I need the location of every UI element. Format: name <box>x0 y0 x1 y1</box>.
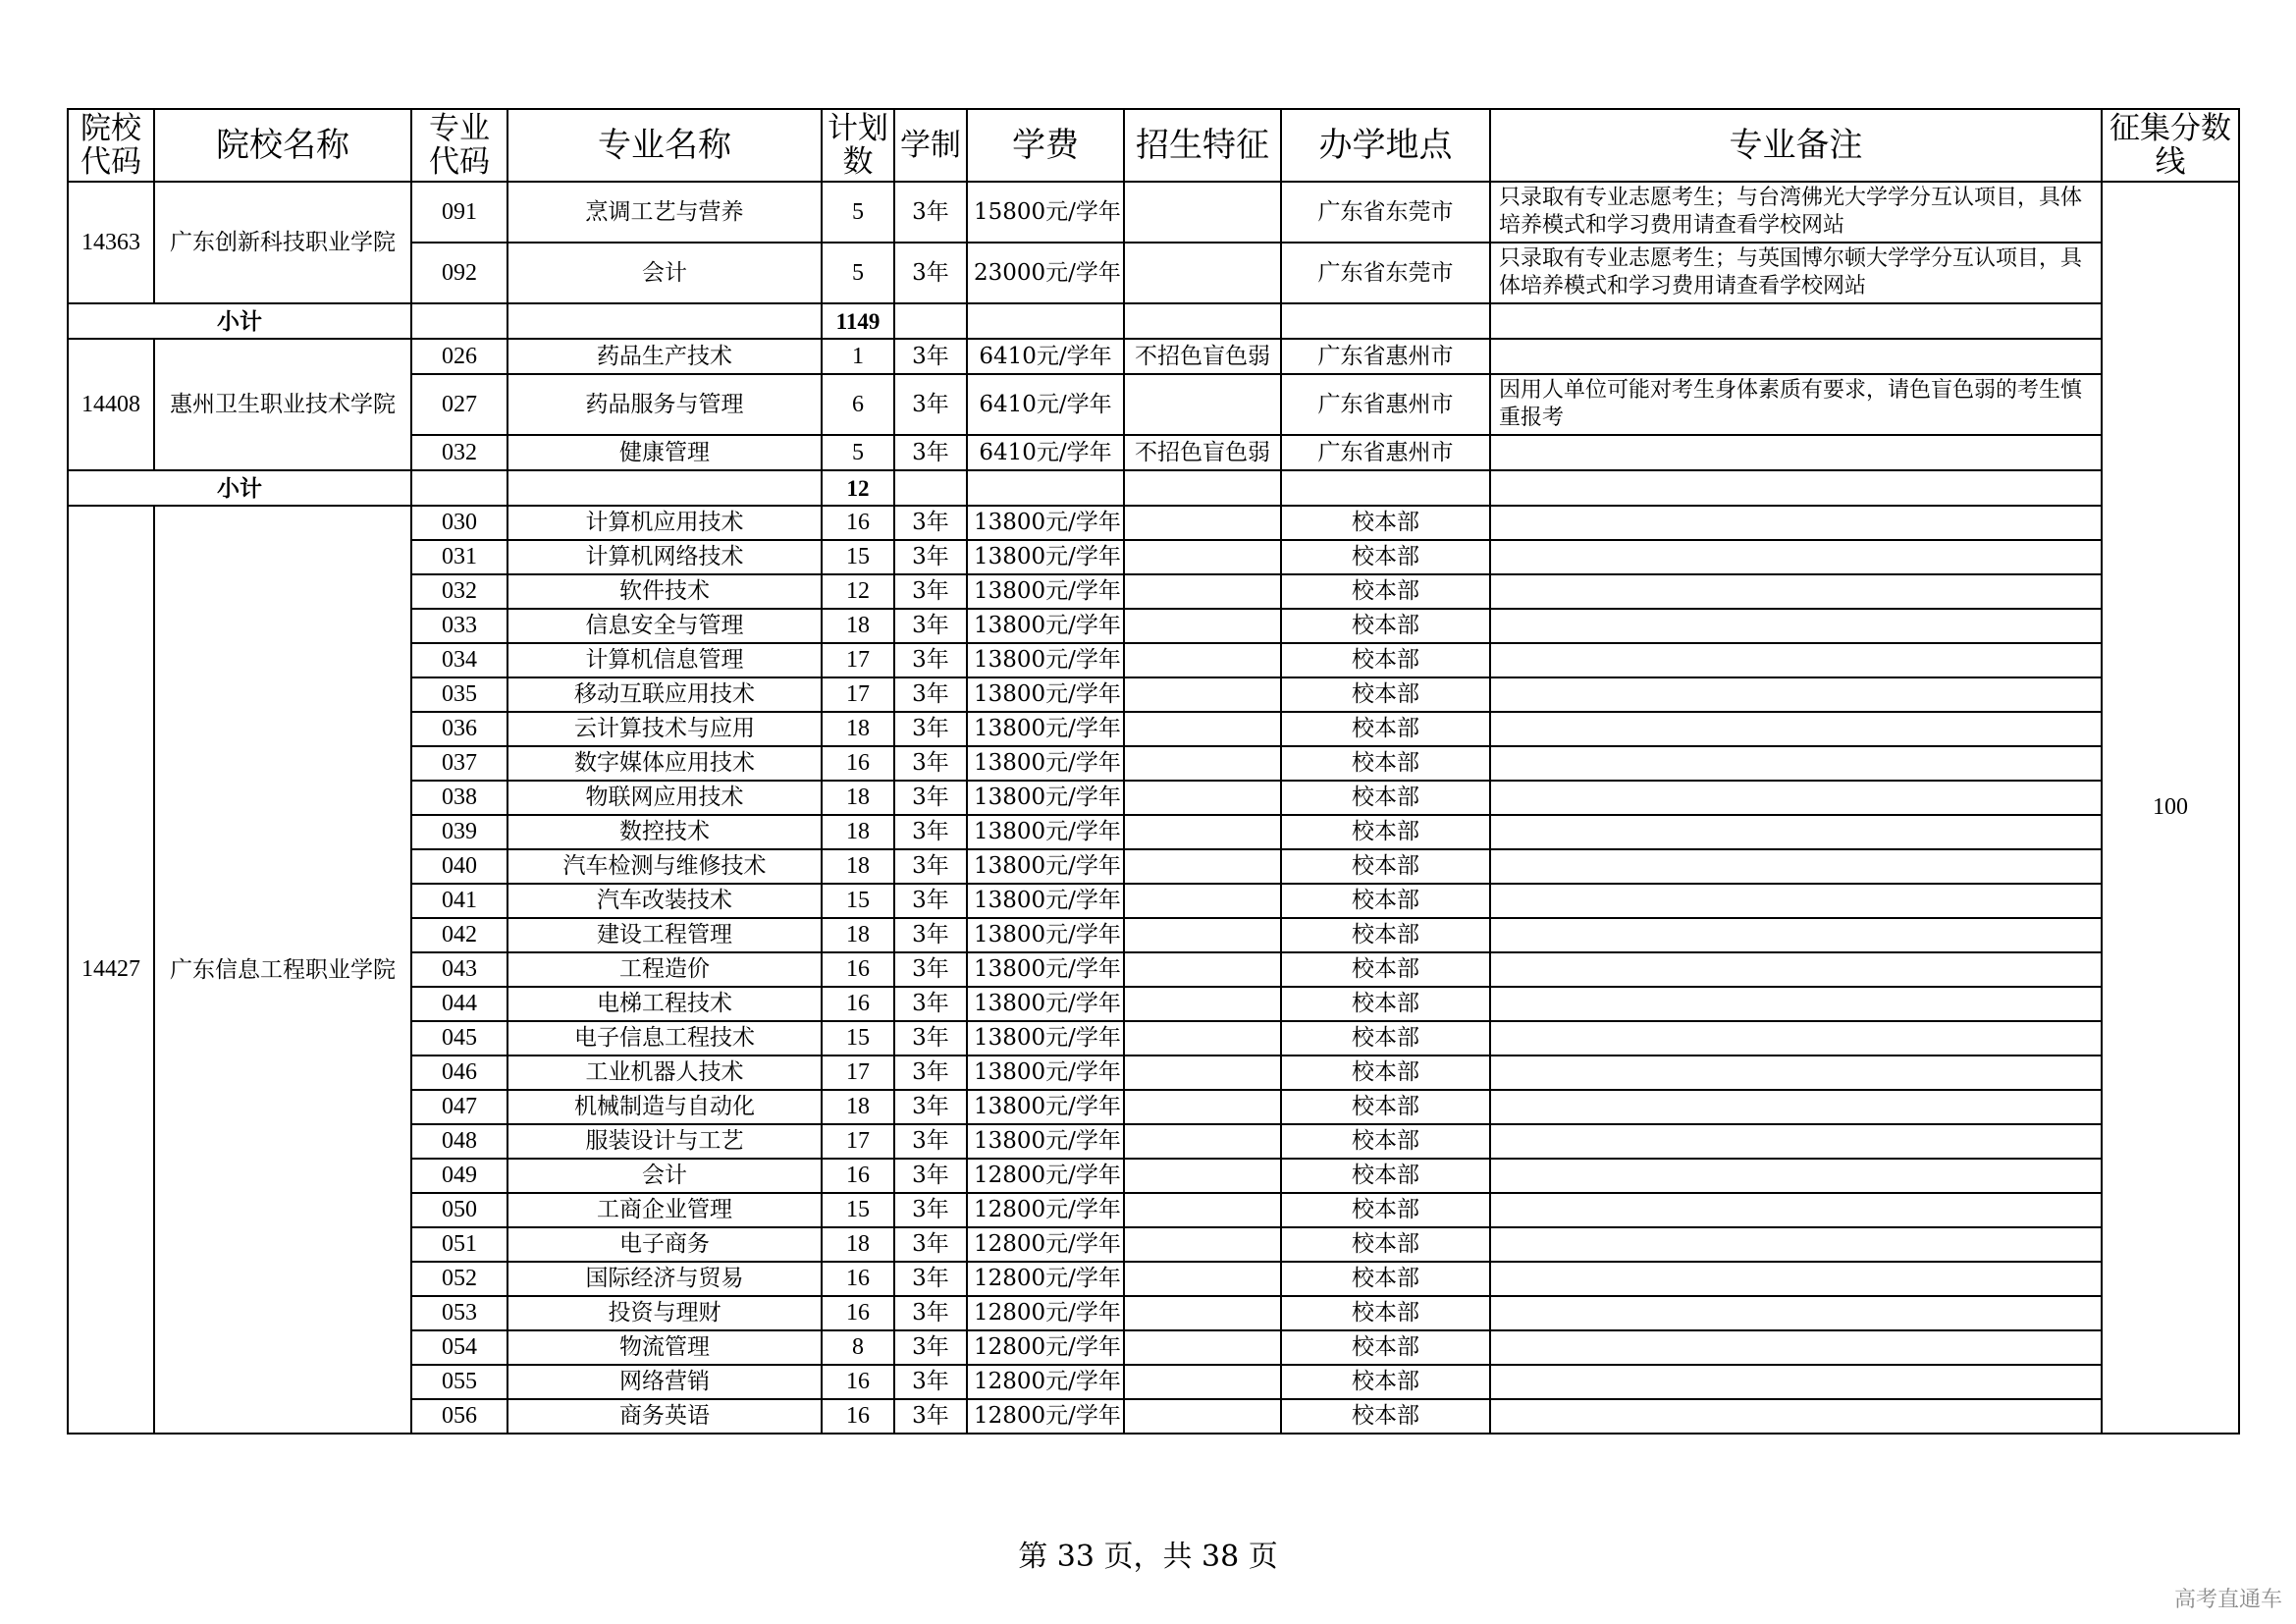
major-fee: 13800元/学年 <box>967 540 1124 574</box>
major-note <box>1490 540 2102 574</box>
major-fee: 13800元/学年 <box>967 1124 1124 1159</box>
table-body <box>68 182 2239 1434</box>
major-fee: 12800元/学年 <box>967 1193 1124 1227</box>
major-name: 云计算技术与应用 <box>507 712 822 746</box>
major-code: 034 <box>411 643 507 677</box>
major-years: 3年 <box>894 952 967 987</box>
school-code: 14363 <box>68 182 154 303</box>
major-plan: 17 <box>822 1124 894 1159</box>
major-name: 计算机应用技术 <box>507 506 822 540</box>
subtotal-value: 1149 <box>822 303 894 339</box>
header-school-code: 院校代码 <box>68 109 154 182</box>
major-name: 物联网应用技术 <box>507 781 822 815</box>
major-feature <box>1124 1227 1281 1262</box>
major-plan: 6 <box>822 374 894 435</box>
major-plan: 17 <box>822 643 894 677</box>
major-feature <box>1124 918 1281 952</box>
cutoff-score: 100 <box>2102 182 2239 1434</box>
major-note <box>1490 1090 2102 1124</box>
subtotal-value: 12 <box>822 470 894 506</box>
major-feature <box>1124 574 1281 609</box>
major-years: 3年 <box>894 540 967 574</box>
major-name: 投资与理财 <box>507 1296 822 1330</box>
major-feature <box>1124 1193 1281 1227</box>
major-fee: 13800元/学年 <box>967 643 1124 677</box>
major-location: 校本部 <box>1281 574 1490 609</box>
major-name: 电梯工程技术 <box>507 987 822 1021</box>
header-years: 学制 <box>894 109 967 182</box>
major-fee: 13800元/学年 <box>967 1021 1124 1056</box>
header-fee: 学费 <box>967 109 1124 182</box>
major-note <box>1490 1365 2102 1399</box>
major-plan: 15 <box>822 884 894 918</box>
major-plan: 12 <box>822 574 894 609</box>
header-cutoff: 征集分数线 <box>2102 109 2239 182</box>
major-note <box>1490 1399 2102 1434</box>
major-location: 广东省惠州市 <box>1281 374 1490 435</box>
major-feature <box>1124 884 1281 918</box>
major-code: 032 <box>411 435 507 470</box>
major-plan: 17 <box>822 1056 894 1090</box>
major-code: 045 <box>411 1021 507 1056</box>
major-code: 026 <box>411 339 507 374</box>
major-feature <box>1124 1124 1281 1159</box>
major-note <box>1490 987 2102 1021</box>
subtotal-row <box>68 303 2239 339</box>
major-code: 049 <box>411 1159 507 1193</box>
major-plan: 16 <box>822 1296 894 1330</box>
major-feature <box>1124 1056 1281 1090</box>
watermark-text: 高考直通车 <box>2173 1588 2282 1612</box>
major-fee: 12800元/学年 <box>967 1365 1124 1399</box>
major-feature <box>1124 374 1281 435</box>
table-header <box>68 109 2239 182</box>
major-fee: 12800元/学年 <box>967 1330 1124 1365</box>
major-location: 校本部 <box>1281 1262 1490 1296</box>
major-name: 建设工程管理 <box>507 918 822 952</box>
major-years: 3年 <box>894 374 967 435</box>
major-code: 036 <box>411 712 507 746</box>
major-location: 校本部 <box>1281 781 1490 815</box>
major-name: 工业机器人技术 <box>507 1056 822 1090</box>
major-note <box>1490 1056 2102 1090</box>
major-location: 校本部 <box>1281 884 1490 918</box>
school-name: 广东信息工程职业学院 <box>154 506 411 1434</box>
major-feature <box>1124 1399 1281 1434</box>
major-code: 047 <box>411 1090 507 1124</box>
major-code: 056 <box>411 1399 507 1434</box>
major-note <box>1490 884 2102 918</box>
header-major-code: 专业代码 <box>411 109 507 182</box>
major-location: 校本部 <box>1281 1124 1490 1159</box>
major-plan: 1 <box>822 339 894 374</box>
major-note <box>1490 677 2102 712</box>
major-name: 工商企业管理 <box>507 1193 822 1227</box>
major-name: 电子信息工程技术 <box>507 1021 822 1056</box>
major-location: 广东省惠州市 <box>1281 339 1490 374</box>
major-location: 校本部 <box>1281 712 1490 746</box>
major-code: 027 <box>411 374 507 435</box>
major-code: 055 <box>411 1365 507 1399</box>
major-feature <box>1124 1262 1281 1296</box>
major-code: 033 <box>411 609 507 643</box>
major-note <box>1490 1159 2102 1193</box>
major-plan: 5 <box>822 182 894 243</box>
major-note <box>1490 1330 2102 1365</box>
major-feature <box>1124 540 1281 574</box>
major-feature <box>1124 643 1281 677</box>
page-footer: 第 33 页，共 38 页 <box>1018 1540 1278 1574</box>
major-name: 工程造价 <box>507 952 822 987</box>
table-row <box>68 339 2239 374</box>
major-fee: 12800元/学年 <box>967 1296 1124 1330</box>
major-fee: 23000元/学年 <box>967 243 1124 303</box>
major-feature <box>1124 781 1281 815</box>
major-fee: 13800元/学年 <box>967 712 1124 746</box>
major-code: 040 <box>411 849 507 884</box>
school-name: 惠州卫生职业技术学院 <box>154 339 411 470</box>
major-fee: 13800元/学年 <box>967 781 1124 815</box>
major-years: 3年 <box>894 609 967 643</box>
table-row <box>68 506 2239 540</box>
major-code: 050 <box>411 1193 507 1227</box>
school-code: 14427 <box>68 506 154 1434</box>
major-note <box>1490 1296 2102 1330</box>
major-feature <box>1124 1296 1281 1330</box>
major-note: 因用人单位可能对考生身体素质有要求，请色盲色弱的考生慎重报考 <box>1490 374 2102 435</box>
major-feature <box>1124 712 1281 746</box>
major-fee: 12800元/学年 <box>967 1159 1124 1193</box>
major-years: 3年 <box>894 1330 967 1365</box>
major-name: 物流管理 <box>507 1330 822 1365</box>
school-name: 广东创新科技职业学院 <box>154 182 411 303</box>
major-note <box>1490 746 2102 781</box>
header-note: 专业备注 <box>1490 109 2102 182</box>
major-fee: 13800元/学年 <box>967 849 1124 884</box>
major-plan: 15 <box>822 1193 894 1227</box>
major-fee: 13800元/学年 <box>967 884 1124 918</box>
major-years: 3年 <box>894 1365 967 1399</box>
major-note <box>1490 712 2102 746</box>
major-fee: 12800元/学年 <box>967 1262 1124 1296</box>
major-years: 3年 <box>894 815 967 849</box>
major-note <box>1490 918 2102 952</box>
major-plan: 16 <box>822 1365 894 1399</box>
major-fee: 13800元/学年 <box>967 1090 1124 1124</box>
major-feature <box>1124 849 1281 884</box>
major-years: 3年 <box>894 506 967 540</box>
major-name: 烹调工艺与营养 <box>507 182 822 243</box>
major-name: 软件技术 <box>507 574 822 609</box>
major-years: 3年 <box>894 435 967 470</box>
major-plan: 18 <box>822 712 894 746</box>
major-years: 3年 <box>894 1296 967 1330</box>
major-fee: 13800元/学年 <box>967 574 1124 609</box>
major-code: 038 <box>411 781 507 815</box>
major-years: 3年 <box>894 643 967 677</box>
major-feature <box>1124 952 1281 987</box>
major-name: 电子商务 <box>507 1227 822 1262</box>
major-feature <box>1124 182 1281 243</box>
major-plan: 16 <box>822 1262 894 1296</box>
major-plan: 8 <box>822 1330 894 1365</box>
subtotal-label: 小计 <box>68 470 411 506</box>
major-name: 汽车检测与维修技术 <box>507 849 822 884</box>
major-note <box>1490 952 2102 987</box>
major-location: 校本部 <box>1281 1090 1490 1124</box>
major-fee: 12800元/学年 <box>967 1227 1124 1262</box>
table-row <box>68 182 2239 243</box>
major-note: 只录取有专业志愿考生；与台湾佛光大学学分互认项目，具体培养模式和学习费用请查看学校网站 <box>1490 182 2102 243</box>
major-name: 服装设计与工艺 <box>507 1124 822 1159</box>
major-name: 健康管理 <box>507 435 822 470</box>
major-location: 校本部 <box>1281 849 1490 884</box>
major-fee: 13800元/学年 <box>967 609 1124 643</box>
major-location: 校本部 <box>1281 987 1490 1021</box>
major-feature <box>1124 1159 1281 1193</box>
major-years: 3年 <box>894 781 967 815</box>
major-code: 046 <box>411 1056 507 1090</box>
major-feature <box>1124 815 1281 849</box>
major-location: 校本部 <box>1281 1056 1490 1090</box>
major-plan: 16 <box>822 987 894 1021</box>
major-location: 校本部 <box>1281 1021 1490 1056</box>
major-code: 030 <box>411 506 507 540</box>
major-name: 信息安全与管理 <box>507 609 822 643</box>
major-note <box>1490 849 2102 884</box>
major-years: 3年 <box>894 1090 967 1124</box>
major-years: 3年 <box>894 1193 967 1227</box>
major-name: 会计 <box>507 243 822 303</box>
major-years: 3年 <box>894 574 967 609</box>
major-name: 国际经济与贸易 <box>507 1262 822 1296</box>
major-feature <box>1124 506 1281 540</box>
major-code: 043 <box>411 952 507 987</box>
major-name: 计算机网络技术 <box>507 540 822 574</box>
major-location: 校本部 <box>1281 1399 1490 1434</box>
major-location: 校本部 <box>1281 677 1490 712</box>
major-plan: 18 <box>822 1090 894 1124</box>
major-note <box>1490 609 2102 643</box>
major-note <box>1490 506 2102 540</box>
major-feature <box>1124 1330 1281 1365</box>
major-name: 数控技术 <box>507 815 822 849</box>
major-name: 网络营销 <box>507 1365 822 1399</box>
major-code: 037 <box>411 746 507 781</box>
major-plan: 5 <box>822 243 894 303</box>
subtotal-row <box>68 470 2239 506</box>
major-fee: 13800元/学年 <box>967 952 1124 987</box>
major-fee: 13800元/学年 <box>967 506 1124 540</box>
major-plan: 18 <box>822 815 894 849</box>
major-fee: 15800元/学年 <box>967 182 1124 243</box>
major-location: 校本部 <box>1281 1227 1490 1262</box>
school-code: 14408 <box>68 339 154 470</box>
major-years: 3年 <box>894 1124 967 1159</box>
major-years: 3年 <box>894 339 967 374</box>
major-location: 校本部 <box>1281 1365 1490 1399</box>
header-feature: 招生特征 <box>1124 109 1281 182</box>
major-code: 051 <box>411 1227 507 1262</box>
major-name: 数字媒体应用技术 <box>507 746 822 781</box>
major-plan: 5 <box>822 435 894 470</box>
major-fee: 13800元/学年 <box>967 987 1124 1021</box>
major-name: 会计 <box>507 1159 822 1193</box>
major-feature <box>1124 987 1281 1021</box>
major-years: 3年 <box>894 746 967 781</box>
major-code: 042 <box>411 918 507 952</box>
major-feature <box>1124 1090 1281 1124</box>
major-note <box>1490 815 2102 849</box>
header-school-name: 院校名称 <box>154 109 411 182</box>
major-name: 药品服务与管理 <box>507 374 822 435</box>
major-years: 3年 <box>894 918 967 952</box>
major-plan: 18 <box>822 781 894 815</box>
header-major-name: 专业名称 <box>507 109 822 182</box>
major-years: 3年 <box>894 1399 967 1434</box>
major-note: 只录取有专业志愿考生；与英国博尔顿大学学分互认项目，具体培养模式和学习费用请查看学校网站 <box>1490 243 2102 303</box>
header-plan: 计划数 <box>822 109 894 182</box>
major-plan: 18 <box>822 849 894 884</box>
major-years: 3年 <box>894 1159 967 1193</box>
major-feature <box>1124 1021 1281 1056</box>
major-plan: 18 <box>822 1227 894 1262</box>
major-location: 校本部 <box>1281 643 1490 677</box>
major-code: 091 <box>411 182 507 243</box>
major-feature: 不招色盲色弱 <box>1124 435 1281 470</box>
major-feature <box>1124 677 1281 712</box>
major-name: 汽车改装技术 <box>507 884 822 918</box>
major-fee: 6410元/学年 <box>967 374 1124 435</box>
major-location: 校本部 <box>1281 918 1490 952</box>
major-note <box>1490 339 2102 374</box>
major-location: 校本部 <box>1281 815 1490 849</box>
major-feature <box>1124 609 1281 643</box>
major-name: 商务英语 <box>507 1399 822 1434</box>
major-code: 035 <box>411 677 507 712</box>
major-note <box>1490 435 2102 470</box>
major-fee: 6410元/学年 <box>967 339 1124 374</box>
major-code: 039 <box>411 815 507 849</box>
major-note <box>1490 781 2102 815</box>
major-years: 3年 <box>894 243 967 303</box>
major-feature: 不招色盲色弱 <box>1124 339 1281 374</box>
major-code: 041 <box>411 884 507 918</box>
major-years: 3年 <box>894 1227 967 1262</box>
major-feature <box>1124 746 1281 781</box>
major-plan: 16 <box>822 1159 894 1193</box>
major-fee: 6410元/学年 <box>967 435 1124 470</box>
major-years: 3年 <box>894 849 967 884</box>
major-code: 032 <box>411 574 507 609</box>
major-plan: 16 <box>822 506 894 540</box>
major-years: 3年 <box>894 1262 967 1296</box>
major-location: 广东省惠州市 <box>1281 435 1490 470</box>
major-note <box>1490 1193 2102 1227</box>
major-code: 031 <box>411 540 507 574</box>
major-years: 3年 <box>894 1021 967 1056</box>
major-fee: 13800元/学年 <box>967 746 1124 781</box>
major-plan: 18 <box>822 609 894 643</box>
major-fee: 12800元/学年 <box>967 1399 1124 1434</box>
major-code: 052 <box>411 1262 507 1296</box>
header-location: 办学地点 <box>1281 109 1490 182</box>
major-code: 044 <box>411 987 507 1021</box>
major-code: 054 <box>411 1330 507 1365</box>
major-years: 3年 <box>894 1056 967 1090</box>
major-note <box>1490 1124 2102 1159</box>
major-years: 3年 <box>894 182 967 243</box>
major-location: 校本部 <box>1281 1296 1490 1330</box>
major-fee: 13800元/学年 <box>967 677 1124 712</box>
major-location: 校本部 <box>1281 746 1490 781</box>
major-plan: 16 <box>822 1399 894 1434</box>
major-fee: 13800元/学年 <box>967 1056 1124 1090</box>
major-location: 校本部 <box>1281 1193 1490 1227</box>
major-plan: 18 <box>822 918 894 952</box>
major-code: 053 <box>411 1296 507 1330</box>
major-plan: 15 <box>822 1021 894 1056</box>
major-fee: 13800元/学年 <box>967 815 1124 849</box>
major-name: 移动互联应用技术 <box>507 677 822 712</box>
major-feature <box>1124 1365 1281 1399</box>
major-plan: 17 <box>822 677 894 712</box>
major-years: 3年 <box>894 884 967 918</box>
major-note <box>1490 643 2102 677</box>
major-location: 校本部 <box>1281 952 1490 987</box>
major-note <box>1490 574 2102 609</box>
major-plan: 16 <box>822 952 894 987</box>
major-location: 校本部 <box>1281 609 1490 643</box>
major-note <box>1490 1021 2102 1056</box>
major-location: 校本部 <box>1281 506 1490 540</box>
major-location: 校本部 <box>1281 1159 1490 1193</box>
major-feature <box>1124 243 1281 303</box>
major-location: 广东省东莞市 <box>1281 243 1490 303</box>
major-code: 048 <box>411 1124 507 1159</box>
major-note <box>1490 1227 2102 1262</box>
enrollment-table <box>67 108 2240 1435</box>
major-location: 校本部 <box>1281 1330 1490 1365</box>
major-code: 092 <box>411 243 507 303</box>
major-plan: 16 <box>822 746 894 781</box>
major-location: 广东省东莞市 <box>1281 182 1490 243</box>
major-years: 3年 <box>894 712 967 746</box>
major-location: 校本部 <box>1281 540 1490 574</box>
major-name: 计算机信息管理 <box>507 643 822 677</box>
major-years: 3年 <box>894 677 967 712</box>
major-fee: 13800元/学年 <box>967 918 1124 952</box>
major-name: 药品生产技术 <box>507 339 822 374</box>
major-note <box>1490 1262 2102 1296</box>
major-plan: 15 <box>822 540 894 574</box>
major-name: 机械制造与自动化 <box>507 1090 822 1124</box>
major-years: 3年 <box>894 987 967 1021</box>
subtotal-label: 小计 <box>68 303 411 339</box>
